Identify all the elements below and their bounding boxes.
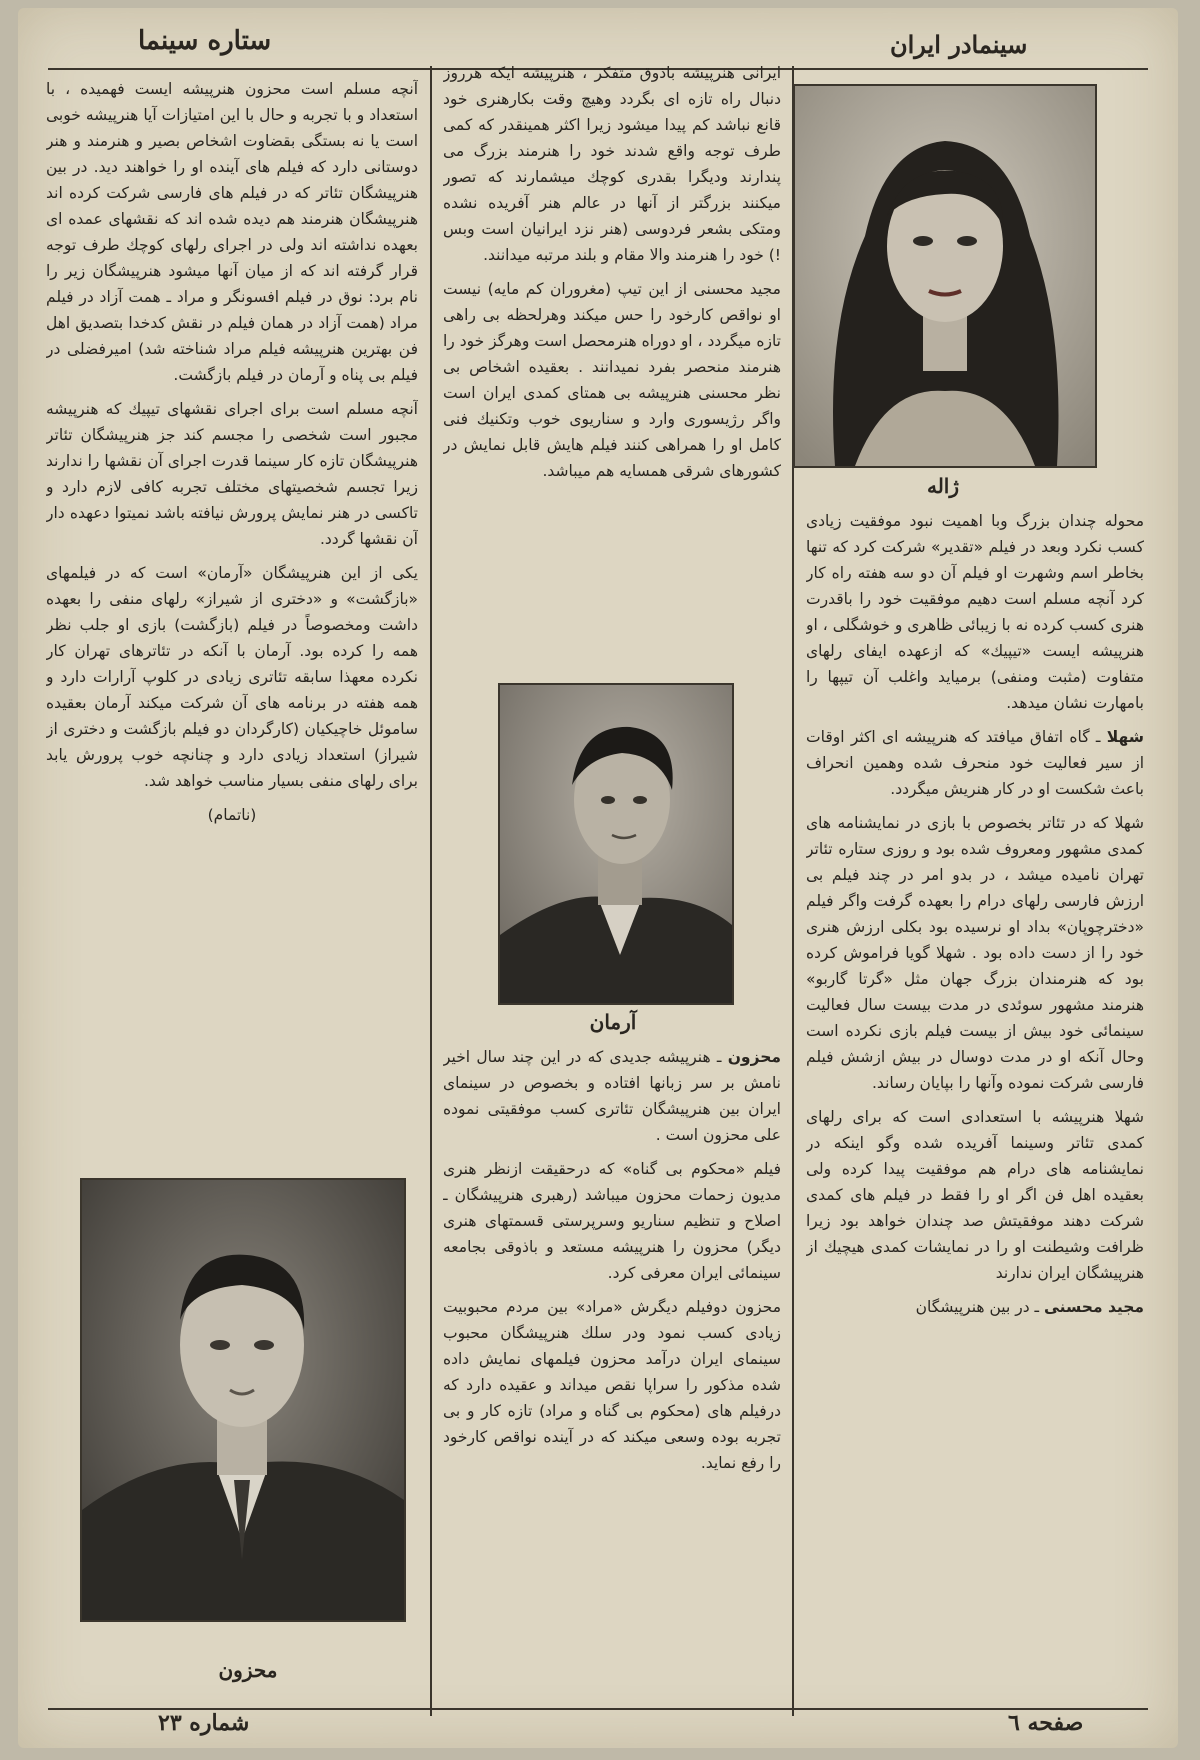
left-paragraph-2: آنچه مسلم است برای اجرای نقشهای تیپیك که هنرپیشه مجبور است شخصی را مجسم کند جز هنرپیشگان تئاتر هنرپیشگان تازه کار سینما قدرت اجرای آن نقشها را ندارند زیرا تجسم شخصیتهای مختلف تجربه کافی لازم دارد و تاکسی در هنر نمایش پرورش نیافته باشد نمیتوا دعهده دار آن نقشها گردد.	[46, 400, 418, 548]
middle-paragraph-1: ایرانی هنرپیشه باذوق متفکر ، هنرپیشه ایکه هرروز دنبال راه تازه ای بگردد وهیچ وقت بکارهنری خود قانع نباشد کم پیدا میشود زیرا اکثر همینقدر که کمی طرف توجه واقع شدند خود را هنرمند بزرگ می پندارند ودیگرا بقدری کوچك میشمارند که تصور میکنند بزرگتر از آنها در عالم هنر آفریده نشده ومتکی بشعر فردوسی (هنر نزد ایرانیان است وبس !) خود را هنرمند والا مقام و بلند مرتبه میدانند.	[443, 64, 781, 264]
right-column	[806, 508, 1144, 1708]
page-number: صفحه ٦	[1008, 1710, 1084, 1736]
subhead-mahzoon: محزون	[727, 1048, 781, 1066]
left-column	[46, 76, 418, 1156]
right-paragraph-3: شهلا که در تئاتر بخصوص با بازی در نمایشنامه های کمدی مشهور ومعروف شده بود و روزی ستاره تئاتر تهران نامیده میشد ، در بدو امر در چند فیلم بی ارزش فارسی رلهای درام را بعهده گرفت واگر فیلم «دخترچوپان» بداد او نرسیده بود بکلی ارزش هنری خود را از دست داده بود . شهلا گویا فراموش کرده بود که هنرمندان بزرگ جهان مثل «گرتا گاربو» هنرمند مشهور سوئدی در مدت بیست سال فعالیت سینمائی خود بیش از بیست فیلم بازی نکرده است وحال آنکه او در مدت دوسال در بیش ازشش فیلم فارسی شرکت نموده وآنها را بپایان رساند.	[806, 814, 1144, 1092]
subhead-shahla: شهلا	[1106, 728, 1144, 746]
section-title: سینمادر ایران	[890, 30, 1028, 59]
subhead-majid: مجید محسنی	[1044, 1298, 1144, 1316]
right-paragraph-5	[806, 1294, 1144, 1320]
right-paragraph-1: محوله چندان بزرگ وبا اهمیت نبود موفقیت زیادی کسب نکرد وبعد در فیلم «تقدیر» شرکت کرد که تنها بخاطر اسم وشهرت او فیلم آن دو سه هفته راه کار کرد آنچه مسلم است دهیم موفقیت خود را باقدرت هنری کسب کرده نه با زیبائی ظاهری و خوشگلی ، او هنرپیشه ایست «تیپیك» که ازعهده ایفای رلهای متفاوت (مثبت ومنفی) برمیاید واغلب آن تیپها را بامهارت نشان میدهد.	[806, 512, 1144, 712]
caption-zhaleh: ژاله	[926, 474, 960, 498]
left-paragraph-3: یکی از این هنرپیشگان «آرمان» است که در فیلمهای «بازگشت» و «دختری از شیراز» رلهای منفی را بعهده داشت ومخصوصاً در فیلم (بازگشت) بازی او جلب نظر همه را کرده بود. آرمان با آنکه در تئاترهای تهران کار نکرده معهذا سابقه تئاتری زیادی در کلوپ آرارات دارد و همه هفته در برنامه های آن شرکت میکند آرمان بعقیده ساموئل خاچیکیان (کارگردان دو فیلم بازگشت و دختری از شیراز) استعداد زیادی دارد و چنانچه خوب پرورش یابد برای رلهای منفی بسیار مناسب خواهد شد.	[46, 564, 418, 790]
right-paragraph-2-text: ـ گاه اتفاق میافتد که هنرپیشه ای اکثر اوقات از سیر فعالیت خود منحرف شده وهمین انحراف باعث شکست او در کار هنریش میگردد.	[806, 728, 1144, 798]
photo-arman	[498, 683, 734, 1005]
unfinished-note: (ناتمام)	[207, 806, 257, 824]
caption-mahzoon: محزون	[218, 1658, 278, 1682]
left-paragraph-1: آنچه مسلم است محزون هنرپیشه ایست فهمیده ، با استعداد و با تجربه و حال با این امتیازات آیا هنرپیشه خوبی است یا نه بستگی بقضاوت اشخاص بصیر و هنرمند و هنر دوستانی دارد که فیلم های آینده او را خواهند دید. در بین هنرپیشگان تئاتر که در فیلم های فارسی شرکت کرده اند هنرپیشگان هنرمند هم دیده شده اند که نقشهای عمده ای بعهده نداشته اند ولی در اجرای رلهای کوچك طرف توجه قرار گرفته اند که از میان آنها میشود هنرپیشگان زیر را نام برد: نوق در فیلم افسونگر و مراد ـ همت آزاد در فیلم مراد (همت آزاد در همان فیلم در نقش کدخدا بتصدیق اهل فن بهترین هنرپیشه فیلم مراد شناخته شد) امیرفضلی در فیلم بی پناه و آرمان در فیلم بازگشت.	[46, 80, 418, 384]
caption-arman: آرمان	[589, 1010, 637, 1034]
photo-zhaleh	[793, 84, 1097, 468]
right-paragraph-5-text: ـ در بین هنرپیشگان	[915, 1298, 1040, 1316]
magazine-page	[18, 8, 1178, 1748]
middle-paragraph-3-text: ـ هنرپیشه جدیدی که در این چند سال اخیر نامش بر سر زبانها افتاده و بخصوص در سینمای ایران بین هنرپیشگان تئاتری کسب موفقیتی نموده علی محزون است .	[443, 1048, 781, 1144]
middle-paragraph-2: مجید محسنی از این تیپ (مغروران کم مایه) نیست او نواقص کارخود را حس میکند وهرلحظه بی راهی تازه میگردد ، او دوراه هنرمحصل است وهرگز خود را هنرمند منحصر بفرد نمیدانند . بعقیده اشخاص بی نظر محسنی هنرپیشه بی همتای کمدی ایران است واگر رژیسوری وارد و سناریوی خوب وتکنیك فنی کامل او را همراهی کنند فیلم هایش قابل نمایش در کشورهای شرقی همسایه هم میباشد.	[443, 280, 781, 480]
middle-column-top	[443, 60, 781, 680]
middle-paragraph-3	[443, 1044, 781, 1148]
issue-number: شماره ۲۳	[158, 1710, 250, 1736]
magazine-name: ستاره سینما	[138, 26, 272, 56]
column-rule-left	[430, 66, 432, 1716]
middle-paragraph-5: محزون دوفیلم دیگرش «مراد» بین مردم محبوبیت زیادی کسب نمود ودر سلك هنرپیشگان محبوب سینمای ایران درآمد محزون فیلمهای نمایش داده شده مذکور را سراپا نقص میداند و عقیده دارد که درفیلم های (محکوم بی گناه و مراد) تازه کار و بی تجربه بوده وسعی میکند که در آینده نواقص کارخود را رفع نماید.	[443, 1298, 781, 1472]
middle-column-bottom	[443, 1044, 781, 1704]
middle-paragraph-4: فیلم «محکوم بی گناه» که درحقیقت ازنظر هنری مدیون زحمات محزون میباشد (رهبری هنرپیشگان ـ اصلاح و تنظیم سناریو وسرپرستی قسمتهای هنری دیگر) محزون را هنرپیشه مستعد و باذوقی بجامعه سینمائی ایران معرفی کرد.	[443, 1160, 781, 1282]
right-paragraph-4: شهلا هنرپیشه با استعدادی است که برای رلهای کمدی تئاتر وسینما آفریده شده وگو اینکه در نمایشنامه های درام هم موفقیت پیدا کرده ولی بعقیده اهل فن اگر او را فقط در فیلم های کمدی شرکت دهند موفقیتش صد چندان خواهد بود زیرا ظرافت وشیطنت او را در نمایشات کمدی هیچیك از هنرپیشگان ایران ندارند	[806, 1108, 1144, 1282]
right-paragraph-2	[806, 724, 1144, 802]
photo-mahzoon	[80, 1178, 406, 1622]
